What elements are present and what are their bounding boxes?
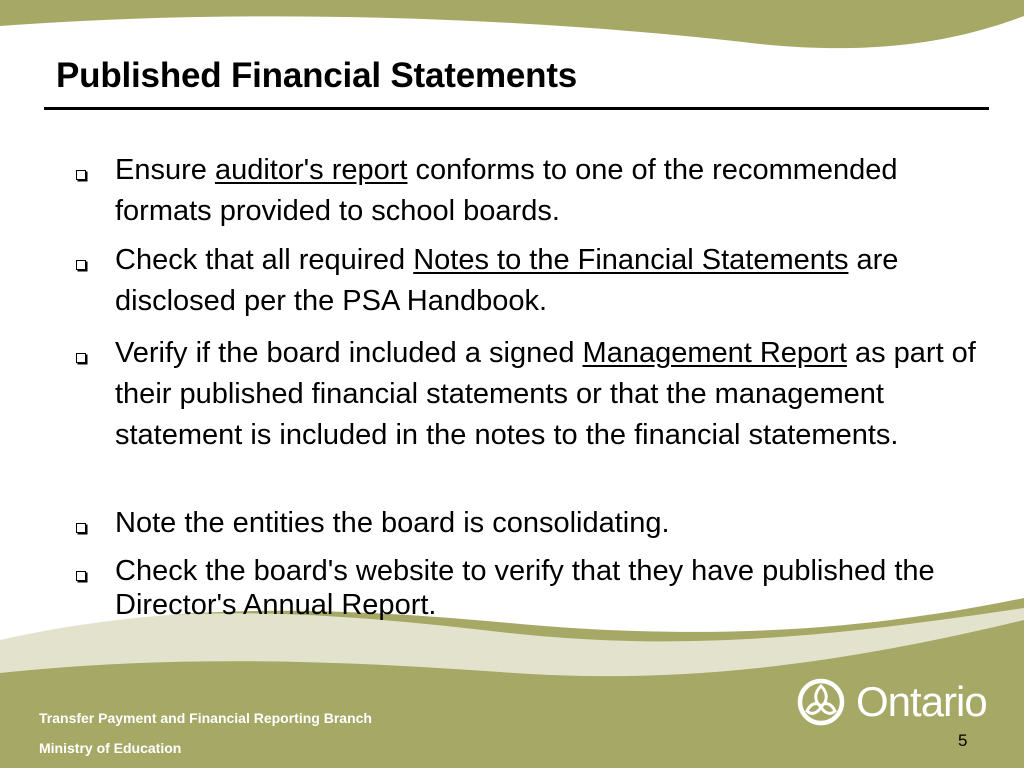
auditors-report-link[interactable]: auditor's report: [214, 154, 408, 186]
square-bullet-icon: [76, 571, 86, 581]
square-bullet-icon: [76, 353, 86, 363]
management-report-link[interactable]: Management Report: [582, 337, 847, 369]
square-bullet-icon: [76, 260, 86, 270]
page-number: 5: [958, 731, 968, 750]
ministry-name: Ministry of Education: [39, 740, 182, 756]
ontario-wordmark: Ontario: [856, 678, 987, 725]
branch-name: Transfer Payment and Financial Reporting Branch: [39, 710, 372, 726]
ontario-trillium-icon: [796, 677, 846, 727]
title-underline: [44, 107, 989, 110]
bullet-text: Check that all required Notes to the Financial Statements are disclosed per the PSA Handbook.: [115, 244, 899, 317]
bullet-text: Verify if the board included a signed Management Report as part of their published financial statements or that the management statement is included in the notes to the financial statements.: [115, 337, 976, 451]
ontario-logo: [796, 676, 986, 728]
bullet-text: Check the board's website to verify that they have published the Director's Annual Report.: [115, 555, 935, 621]
bullet-text: Note the entities the board is consolidating.: [115, 507, 670, 539]
notes-financial-statements-link[interactable]: Notes to the Financial Statements: [413, 244, 849, 276]
bullet-text: Ensure auditor's report conforms to one of the recommended formats provided to school boards.: [115, 154, 898, 227]
square-bullet-icon: [76, 170, 86, 180]
square-bullet-icon: [76, 523, 86, 533]
slide-title: Published Financial Statements: [56, 56, 578, 95]
